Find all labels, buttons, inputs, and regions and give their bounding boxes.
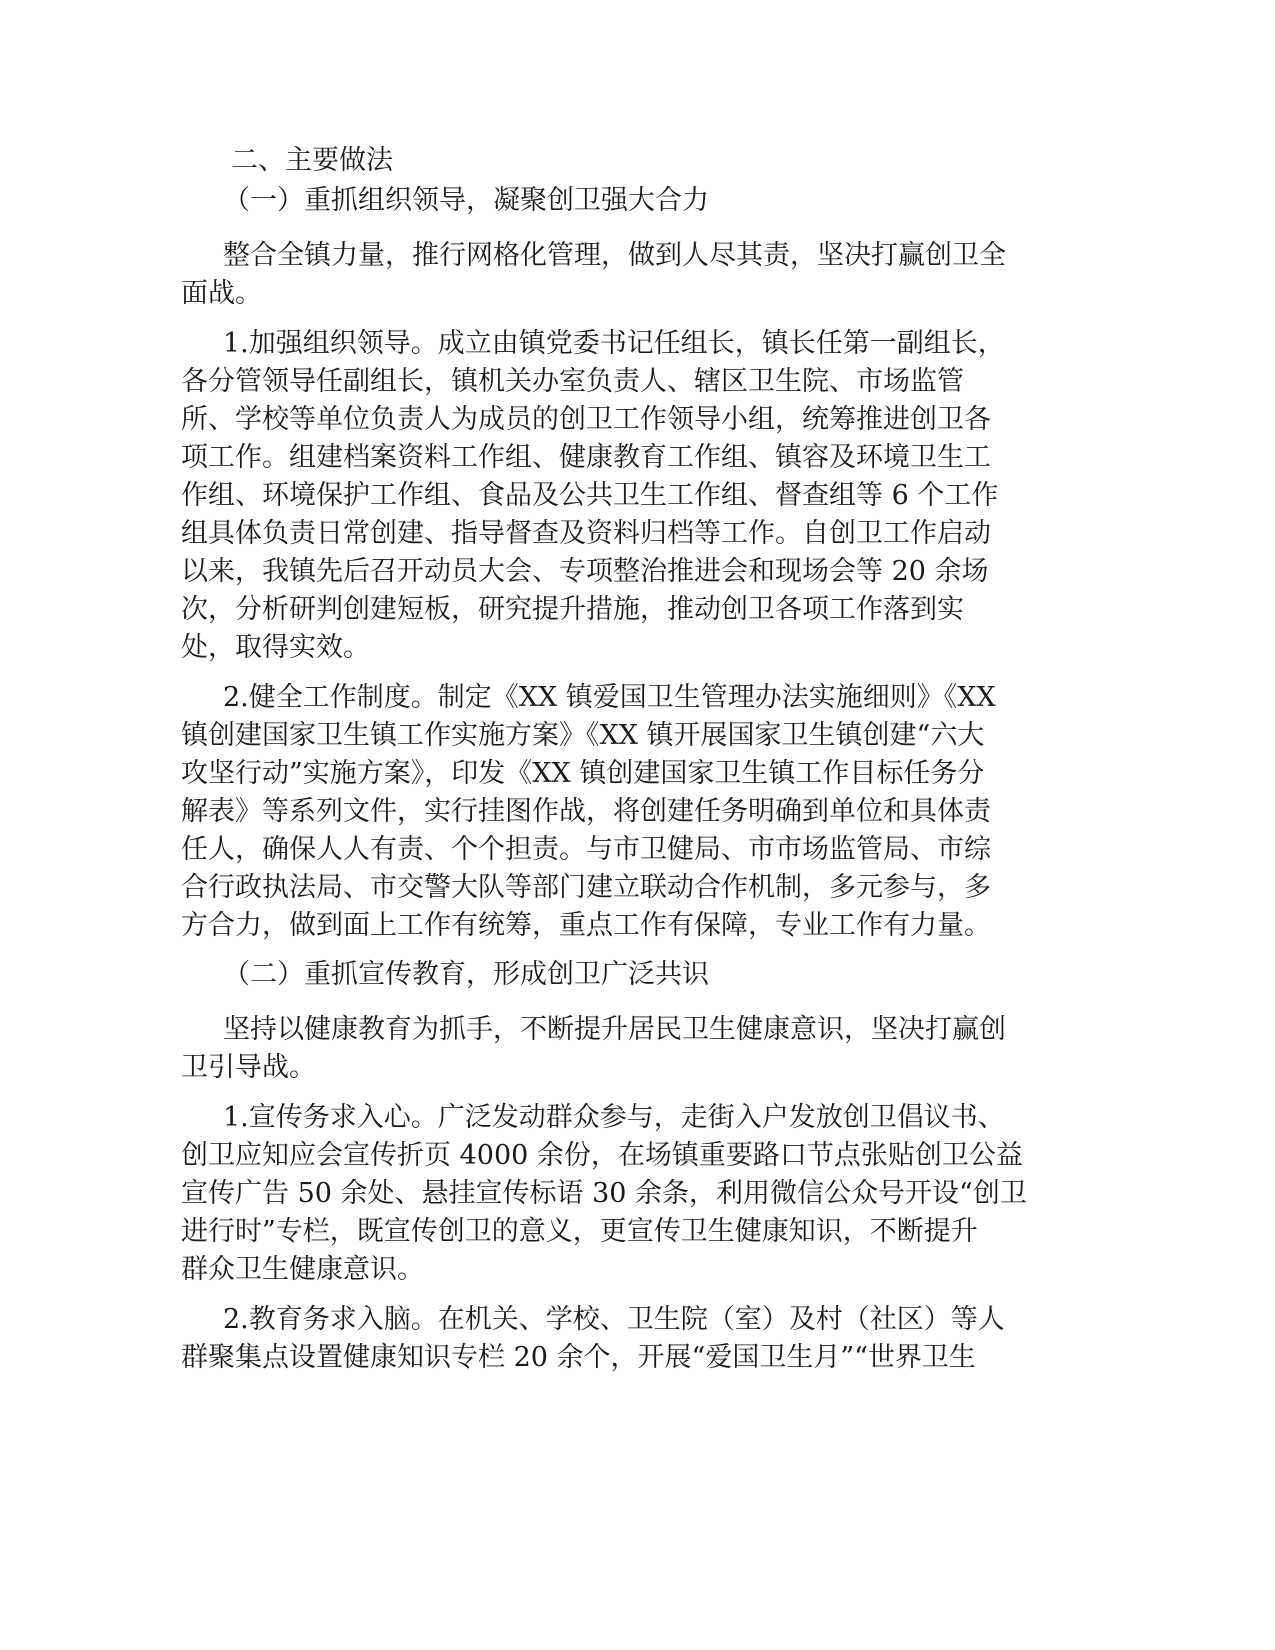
body-paragraph bbox=[181, 679, 1071, 945]
paragraph-line: 2.健全工作制度。制定《XX 镇爱国卫生管理办法实施细则》《XX bbox=[223, 682, 996, 713]
paragraph-line: 次，分析研判创建短板，研究提升措施，推动创卫各项工作落到实 bbox=[181, 594, 964, 625]
subsection-heading: （二）重抓宣传教育，形成创卫广泛共识 bbox=[223, 959, 709, 990]
paragraph-line: 宣传广告 50 余处、悬挂宣传标语 30 余条，利用微信公众号开设“创卫 bbox=[181, 1178, 1027, 1209]
body-paragraph bbox=[181, 1011, 1071, 1087]
paragraph-line: 处，取得实效。 bbox=[181, 632, 370, 663]
paragraph-line: 以来，我镇先后召开动员大会、专项整治推进会和现场会等 20 余场 bbox=[181, 556, 989, 587]
document-page bbox=[181, 143, 1071, 1389]
paragraph-line: 作组、环境保护工作组、食品及公共卫生工作组、督查组等 6 个工作 bbox=[181, 480, 999, 511]
paragraph-line: 整合全镇力量，推行网格化管理，做到人尽其责，坚决打赢创卫全 bbox=[223, 240, 1006, 271]
paragraph-line: 攻坚行动”实施方案》，印发《XX 镇创建国家卫生镇工作目标任务分 bbox=[181, 758, 985, 789]
paragraph-line: 方合力，做到面上工作有统筹，重点工作有保障，专业工作有力量。 bbox=[181, 910, 991, 941]
paragraph-line: 组具体负责日常创建、指导督查及资料归档等工作。自创卫工作启动 bbox=[181, 518, 991, 549]
body-paragraph bbox=[181, 237, 1071, 313]
paragraph-line: 进行时”专栏，既宣传创卫的意义，更宣传卫生健康知识，不断提升 bbox=[181, 1216, 978, 1247]
paragraph-line: 卫引导战。 bbox=[181, 1052, 316, 1083]
body-paragraph bbox=[181, 1301, 1071, 1377]
paragraph-line: 面战。 bbox=[181, 278, 262, 309]
paragraph-line: 坚持以健康教育为抓手，不断提升居民卫生健康意识，坚决打赢创 bbox=[223, 1014, 1006, 1045]
paragraph-line: 所、学校等单位负责人为成员的创卫工作领导小组，统筹推进创卫各 bbox=[181, 404, 991, 435]
section-heading: 二、主要做法 bbox=[231, 145, 393, 176]
paragraph-line: 任人，确保人人有责、个个担责。与市卫健局、市市场监管局、市综 bbox=[181, 834, 991, 865]
paragraph-line: 群聚集点设置健康知识专栏 20 余个，开展“爱国卫生月”“世界卫生 bbox=[181, 1342, 976, 1373]
paragraph-line: 1.宣传务求入心。广泛发动群众参与，走街入户发放创卫倡议书、 bbox=[223, 1102, 1005, 1133]
paragraph-line: 群众卫生健康意识。 bbox=[181, 1254, 424, 1285]
paragraph-line: 各分管领导任副组长，镇机关办室负责人、辖区卫生院、市场监管 bbox=[181, 366, 964, 397]
body-paragraph bbox=[181, 325, 1071, 667]
paragraph-line: 合行政执法局、市交警大队等部门建立联动合作机制，多元参与，多 bbox=[181, 872, 991, 903]
subsection-heading: （一）重抓组织领导，凝聚创卫强大合力 bbox=[223, 185, 709, 216]
paragraph-line: 2.教育务求入脑。在机关、学校、卫生院（室）及村（社区）等人 bbox=[223, 1304, 1005, 1335]
paragraph-line: 项工作。组建档案资料工作组、健康教育工作组、镇容及环境卫生工 bbox=[181, 442, 991, 473]
body-paragraph bbox=[181, 1099, 1071, 1289]
paragraph-line: 创卫应知应会宣传折页 4000 余份，在场镇重要路口节点张贴创卫公益 bbox=[181, 1140, 1023, 1171]
paragraph-line: 1.加强组织领导。成立由镇党委书记任组长，镇长任第一副组长， bbox=[223, 328, 1005, 359]
paragraph-line: 解表》等系列文件，实行挂图作战，将创建任务明确到单位和具体责 bbox=[181, 796, 991, 827]
paragraph-line: 镇创建国家卫生镇工作实施方案》《XX 镇开展国家卫生镇创建“六大 bbox=[181, 720, 985, 751]
